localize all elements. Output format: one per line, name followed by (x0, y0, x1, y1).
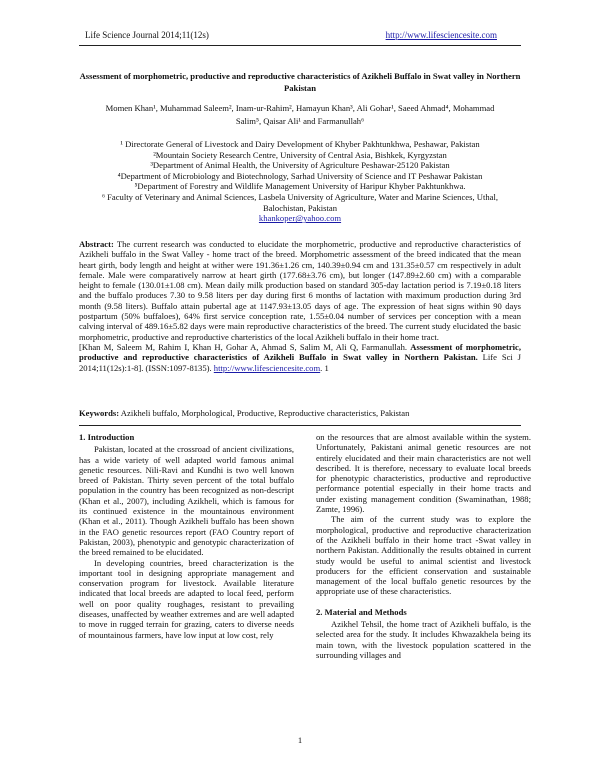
affiliation: ³Department of Animal Health, the University of Agriculture Peshawar-25120 Pakistan (150, 160, 450, 171)
header-divider (79, 45, 521, 46)
affiliation: ⁶ Faculty of Veterinary and Animal Sciences, Lasbela University of Agriculture, Water and Marine Sciences, Uthal, (102, 191, 498, 202)
intro-paragraph-1: Pakistan, located at the crossroad of ancient civilizations, has a wide variety of well adapted world famous animal genetic resources. Nili-Ravi and Kundhi is two well known breed of Pakistan. Thirty seven percent of the total buffalo population in the country has been recognized as non-descript (Khan et al., 2007), including Azikheli, which is famous for its continued existence in the mountainous environment (Khan et al., 2011). Though Azikheli buffalo has been shown in the FAO genetic resources report (FAO Country report of Pakistan, 2003), phenotypic and genotypic characterization of the breed remained to be elucidated. (79, 444, 294, 558)
affiliation: Balochistan, Pakistan (263, 202, 337, 213)
keywords (79, 408, 521, 419)
methods-heading: 2. Material and Methods (316, 606, 407, 617)
journal-url-link[interactable]: http://www.lifesciencesite.com (385, 30, 497, 40)
contact-email-link[interactable]: khankoper@yahoo.com (258, 213, 342, 224)
author-line: Momen Khan¹, Muhammad Saleem², Inam-ur-Rahim², Hamayun Khan³, Ali Gohar¹, Saeed Ahmad⁴, Mohammad (105, 103, 495, 113)
left-column (79, 432, 294, 640)
affiliation: ¹ Directorate General of Livestock and Dairy Development of Khyber Pakhtunkhwa, Peshawar, Pakistan (120, 139, 480, 149)
keywords-label: Keywords: (79, 408, 120, 418)
keywords-text: Azikheli buffalo, Morphological, Productive, Reproductive characteristics, Pakistan (120, 408, 410, 418)
keywords-divider (79, 425, 521, 426)
citation-title: Assessment of morphometric, productive and reproductive characteristics of Azikheli Buffalo in Swat valley in Northern Pakistan. (79, 341, 522, 363)
abstract (79, 239, 521, 373)
author-list (76, 102, 524, 127)
introduction-heading: 1. Introduction (79, 432, 135, 442)
methods-paragraph-1: Azikhel Tehsil, the home tract of Azikheli buffalo, is the selected area for the study. It includes Khwazakhela being its main town, with the livestock population scattered in the surrounding villages and (316, 619, 531, 660)
affiliation: ⁴Department of Microbiology and Biotechnology, Sarhad University of Science and IT Peshawar Pakistan (117, 170, 483, 181)
right-column (316, 432, 531, 660)
abstract-text: The current research was conducted to elucidate the morphometric, productive and reproductive characteristics of Azikheli buffalo in the Swat Valley - home tract of the breed. Morphometric assessment of the breed indicated that the mean heart girth, body length and height at wither were 191.36±1.26 cm, 140.39±0.94 cm and 131.35±0.57 cm respectively in adult female. Male were comparatively narrow at heart girth (177.68±3.76 cm), but longer (147.89±2.60 cm) with a comparable height to female (130.01±1.08 cm). Mean daily milk production based on standard 305-day lactation period is 7.19±0.18 liters and the buffalo produces 7.30 to 9.58 liters per day during first 6 months of lactation with maximum production during 3rd month (9.58 liters). Buffalo attain pubertal age at 1147.93±13.05 days of age. The expression of heat signs within 90 days postpartum (50% buffaloes), 64% first service conception rate, 1.55±0.04 number of services per conception with a mean calving interval of 489.16±5.82 days were main reproductive characteristics of the breed. The current study elucidated the basic morphometric, productive and reproductive charteristics of the local Azikheli buffalo in their home tract. (79, 239, 521, 342)
abstract-label: Abstract: (79, 239, 114, 249)
citation-journal: Life Sci J 2014;11(12s):1-8]. (ISSN:1097-8135). (79, 352, 521, 373)
paper-title: Assessment of morphometric, productive and reproductive characteristics of Azikheli Buffalo in Swat valley in Northern Pakistan (79, 71, 521, 93)
affiliations (76, 139, 524, 224)
citation-end: . 1 (320, 362, 329, 373)
page-number: 1 (297, 735, 303, 745)
intro-paragraph-3: on the resources that are almost available within the system. Unfortunately, Pakistani animal genetic resources are not entirely elucidated and their main characteristics are not well described. It is therefore, necessary to evaluate local breeds for phenotypic characteristics, productive and reproductive performance potential especially in their home tracts and under existing management condition (Swaminathan, 1988; Zamte, 1996). (316, 432, 531, 515)
running-header (79, 30, 521, 44)
citation-authors: [Khan M, Saleem M, Rahim I, Khan H, Gohar A, Ahmad S, Salim M, Ali Q, Farmanullah. (79, 341, 411, 352)
author-line: Salim⁵, Qaisar Ali¹ and Farmanullah⁶ (235, 115, 365, 126)
journal-name: Life Science Journal 2014;11(12s) (85, 30, 209, 40)
intro-paragraph-4: The aim of the current study was to explore the morphological, productive and reproductive characterization of the Azikheli buffalo in their home tract -Swat valley in northern Pakistan. Additionally the results obtained in current study would be useful to animal scientist and livestock producers for the efficient conservation and sustainable management of the local buffalo genetic resources by the appropriate use of these characteristics. (316, 514, 531, 597)
intro-paragraph-2: In developing countries, breed characterization is the important tool in designing appropriate management and conservation program for livestock. Available literature indicated that local breeds are adapted to local feed, perform well on poor quality roughages, resistant to prevailing diseases, unaffected by weather extremes and are well adapted to move in rugged terrain for grazing, caters to diverse needs of mountainous farmers, have low input at low cost, rely (79, 557, 294, 640)
affiliation: ⁵Department of Forestry and Wildlife Management University of Haripur Khyber Pakhtunkhwa. (134, 181, 466, 192)
affiliation: ²Mountain Society Research Centre, University of Central Asia, Bishkek, Kyrgyzstan (153, 149, 447, 160)
citation-link[interactable]: http://www.lifesciencesite.com (213, 362, 321, 373)
